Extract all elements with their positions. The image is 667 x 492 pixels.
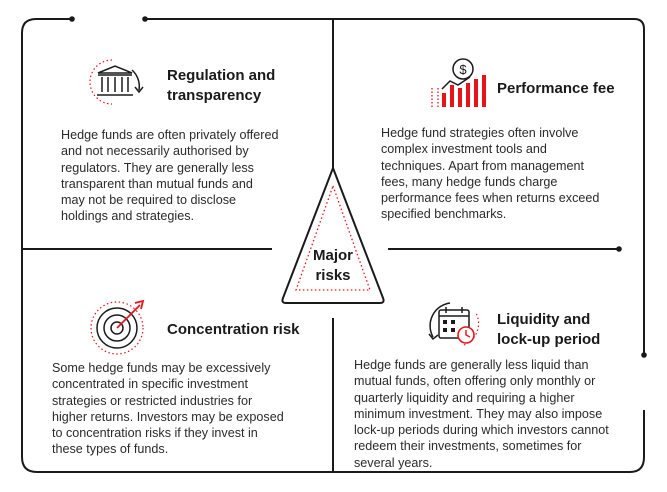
calendar-clock-icon [420,299,492,349]
center-label: Major risks [312,247,353,284]
performance-title: Performance fee [497,80,615,97]
regulation-body: Hedge funds are often privately offered and not necessarily authorised by regulators. They are generally less transparent than mutual funds and may not be required to disclose holdings and strategies. [61,128,279,224]
liquidity-title: Liquidity and lock-up period [497,311,601,348]
performance-body: Hedge fund strategies often involve complex investment tools and techniques. Apart from management fees, many hedge funds charge performance fees when returns exceed specified benchmarks. [381,126,600,222]
bank-icon [88,57,160,107]
liquidity-body: Hedge funds are generally less liquid than mutual funds, often offering only monthly or quarterly liquidity and requiring a higher minimum investment. They may also impose lock-up periods during which investors cannot redeem their investments, sometimes for several years. [354,358,609,470]
target-icon [88,295,150,357]
concentration-body: Some hedge funds may be excessively concentrated in specific investment strategies or restricted industries for higher returns. Investors may be exposed to concentration risks if they invest in these types of funds. [52,361,284,457]
concentration-title: Concentration risk [167,321,300,338]
dollar-bar-chart-icon [428,55,490,109]
regulation-title: Regulation and transparency [167,67,276,104]
svg-text:$: $ [459,62,467,77]
